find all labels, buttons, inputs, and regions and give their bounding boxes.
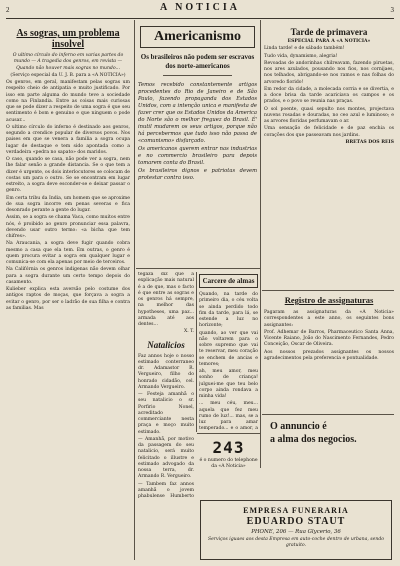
ad-line: a alma dos negocios. <box>270 434 357 445</box>
section-title: Carcere de almas <box>199 274 258 288</box>
section-title: Natalicios <box>147 339 185 350</box>
article-paragraph: Linda tarde! e de sábado também! <box>264 46 345 52</box>
ad-note: Serviços iguaes aos desta Empresa em auto-coche dentro de urbana, sendo gratuito. <box>207 537 385 549</box>
ad-line: O annuncio é <box>270 421 327 432</box>
section-rule <box>262 290 394 291</box>
column-sogras <box>6 22 130 560</box>
ad-annuncio <box>264 420 394 466</box>
article-paragraph: O caso, quando se casa, não pode ver a sogra, nem lhe falar senão a grande distancia. Se o que tem a dizer é urgente, os dois interlocutores se colocam de costas um para o outro. Se se encontram em lugar estreito, a sogra deve esconder-se e deixar passar o genro. <box>6 157 130 194</box>
article-paragraph: Temos recebido constantemente artigos procedentes do Rio de Janeiro e de São Paulo, fazendo propaganda dos Estados Unidos, com a intenção unica e manifesta de fazer crer que os Estados Unidos da America do Norte são o melhor freguez do Brasil. É' inutil mudarem os seus artigos, porque não há percebermos que tudo isso não passa de «comunismo» disfarçado. <box>138 82 257 144</box>
poem-paragraph: Quando, na tarde do primeiro dia, o céu volta se ainda perdido todo fim da tarde, para lá, se estende a luz no horizonte; <box>199 292 258 329</box>
poem-paragraph: quando, ao ver que vai não voltarem para o sobre supremo que vai te reservar, meu coração se enchem de ancias e temores; <box>199 330 258 367</box>
ad-title: EMPRESA FUNERARIA <box>243 506 349 515</box>
article-signature: X. T. <box>183 329 194 335</box>
article-paragraph: Os genros, em geral, manifestam pelas sogras um respeito cheio de antipatia e muito justificado. Por isso em parte alguma do mundo teve a sociedade como na Finlandia. Entre as coisas mais curiosas que se pode dizer a respeito de uma sogra é que seu sentimento é bom e genuino e que ninguem o pode acusar... <box>6 80 130 123</box>
article-paragraph: — Festeja amanhã o seu natalicio o sr. Porfirio Nonel, acreditado commerciante nesta praça e moço muito estimado. <box>138 392 194 435</box>
masthead-rule <box>6 18 394 19</box>
article-title: Tarde de primavera <box>290 27 368 37</box>
article-paragraph: Revoadas de andorinhas chilreavam, fazendo piruetas, nos ares azulados, pousando nos fios, nos cornijaes, nos telhados, abrigando-se nos ramos e nas folhas do arvoredo florido! <box>264 60 394 85</box>
article-signature: BRETAS DOS REIS <box>345 139 394 145</box>
article-paragraph: Faz annos hoje o nosso estimado conterraneo dr. Adamastor R. Vergueiro, filho do honrado cidadão, cel. Armando Vergueiro. <box>138 353 194 390</box>
section-title: Registro de assignaturas <box>284 295 374 305</box>
column-registro <box>264 292 394 410</box>
column-divider <box>196 272 197 432</box>
article-americanismo <box>138 22 257 266</box>
section-rule <box>136 268 260 269</box>
column-natalicios <box>138 272 194 498</box>
article-subtitle: O ultimo círculo do inferno em varias partes do mundo — A tragedia dos genros, em revista — Quando não houver mais sogras no mundo... <box>12 53 124 71</box>
masthead <box>0 0 400 16</box>
article-paragraph: O sol poente, quasi sepulto nos montes, projectava nuvens rosadas e douradas, no ceo azul e luminoso; e as arvores floridas perfumavam o ar. <box>264 106 394 124</box>
article-paragraph: Assim, se a sogra se chama Vaca, como muitos entre nós, é proibido ao genro pronunciar essa palavra, devendo usar outro termo: «a bicha que tem chifres». <box>6 215 130 239</box>
headline-rule <box>163 75 232 76</box>
article-credit: (Serviço especial da U. J. B. para a «A NOTICIA») <box>10 72 126 78</box>
article-paragraph: — Tambem faz annos amanhã o jovem phabulense Humberto <box>138 481 194 498</box>
page-number-right: 3 <box>390 6 394 14</box>
phone-number: 243 <box>212 438 245 457</box>
article-paragraph: Os brasileiros dignos e patriotas devem protestar contra isso. <box>138 168 257 181</box>
column-tarde <box>264 22 394 290</box>
article-paragraph: Aos nossos prezados assignantes os nossos agradecimentos pela preferencia e pontualidade. <box>264 349 394 361</box>
article-paragraph: Tudo vida, dynamismo, alegria! <box>264 53 338 59</box>
article-paragraph: Na Araucania, a sogra deve fugir quando cobra mesmo a casa que ela tem. Em outras, o genro é quem procura evitar a sogra em qualquer lugar e comunica-se com ela apenas por meio de terceiros. <box>6 241 130 265</box>
newspaper-title: A NOTICIA <box>159 2 241 13</box>
article-title: As sogras, um problema insolvel <box>16 28 120 50</box>
column-divider <box>134 20 135 560</box>
ad-phone: PHONE, 206 — Rua Glycerio, 36 <box>251 529 341 535</box>
article-paragraph: Uma sensação de felicidade e de paz enchia os corações dos que passeavam nos jardins. <box>264 126 394 138</box>
column-divider <box>260 20 261 468</box>
phone-text: é o numero do telephone da «A Noticia» <box>199 458 258 470</box>
article-paragraph: Na Califórnia os genros indigenas não devem olhar para a sogra durante um certo tempo depois do casamento. <box>6 267 130 285</box>
article-paragraph: Kulieber explica esta aversão pelo costume dos antigos raptos de moças, que forçava a sogra a evitar o genro, por ser o ladrão de sua filha e contra as familias. Mas <box>6 287 130 311</box>
article-paragraph: Pagaram as assignaturas da «A Noticia» correspondentes a este anno, os seguintes bons assignantes: <box>264 310 394 328</box>
poem-paragraph: ah, meu amor, meu sonho de criança! julguei-me que teu belo corpo ainda rondava a minha vida! <box>199 369 258 399</box>
article-paragraph: — Amanhã, por motivo da passagem do seu natalicio, será muito felicitado o illustre e estimado advogado da nossa terra, dr. Armando R. Vergueiro. <box>138 436 194 480</box>
article-paragraph: Os americanos querem entrar nas industrias e no commercio brasileiro para depois tomarem conta do Brasil. <box>138 146 257 166</box>
article-paragraph: Prof. Adhemar de Barros, Pharmaceutico Santa Anna, Vicente Raiano, João do Nascimento Fernandes, Pedro Conceição, Oscar de Oliveira. <box>264 329 394 348</box>
article-paragraph: Em certa tribu da India, um homem que se aproxime de sua sogra incorre em penas severas e fica desonrado perante a gente do lugar. <box>6 195 130 213</box>
section-rule <box>262 414 394 415</box>
section-rule <box>197 433 260 434</box>
page-number-left: 2 <box>6 6 10 14</box>
ad-name: EDUARDO STAUT <box>246 516 346 527</box>
article-subtitle: ESPECIAL PARA A «A NOTICIA» <box>287 39 371 44</box>
ad-funeraria <box>200 500 392 560</box>
article-title: Americanismo <box>140 26 255 48</box>
article-paragraph: tegaza diz que a explicação mais natural é a de que, mas o facto é que entre as sogras e os genros há sempre, na melhor das hypotheses, uma paz... armada até aos dentes... <box>138 272 194 327</box>
article-paragraph: O ultimo círculo do inferno é destinado aos genros, segundo a crendice popular de diversos povos. Nos paises em que se venera a familia a sogra ocupa lugar de destaque e tem sido apontada como a verdadeira «pedra no sapato» dos maridos. <box>6 124 130 155</box>
article-headline: Os brasileiros não podem ser escravos dos norte-americanos <box>140 53 255 70</box>
column-carcere <box>199 272 258 432</box>
ad-telephone <box>198 438 259 498</box>
article-paragraph: Em redor da cidade, a molecada corria e se divertia, e a doce brisa da tarde acariciava os campos e os prados, e o povo se reunia nas praças. <box>264 86 394 105</box>
poem-paragraph: ... meu céu, meu... aquela que fez meu rumo de luz!... mas, se a luz para amar temperado... e o amor, a <box>199 401 258 432</box>
